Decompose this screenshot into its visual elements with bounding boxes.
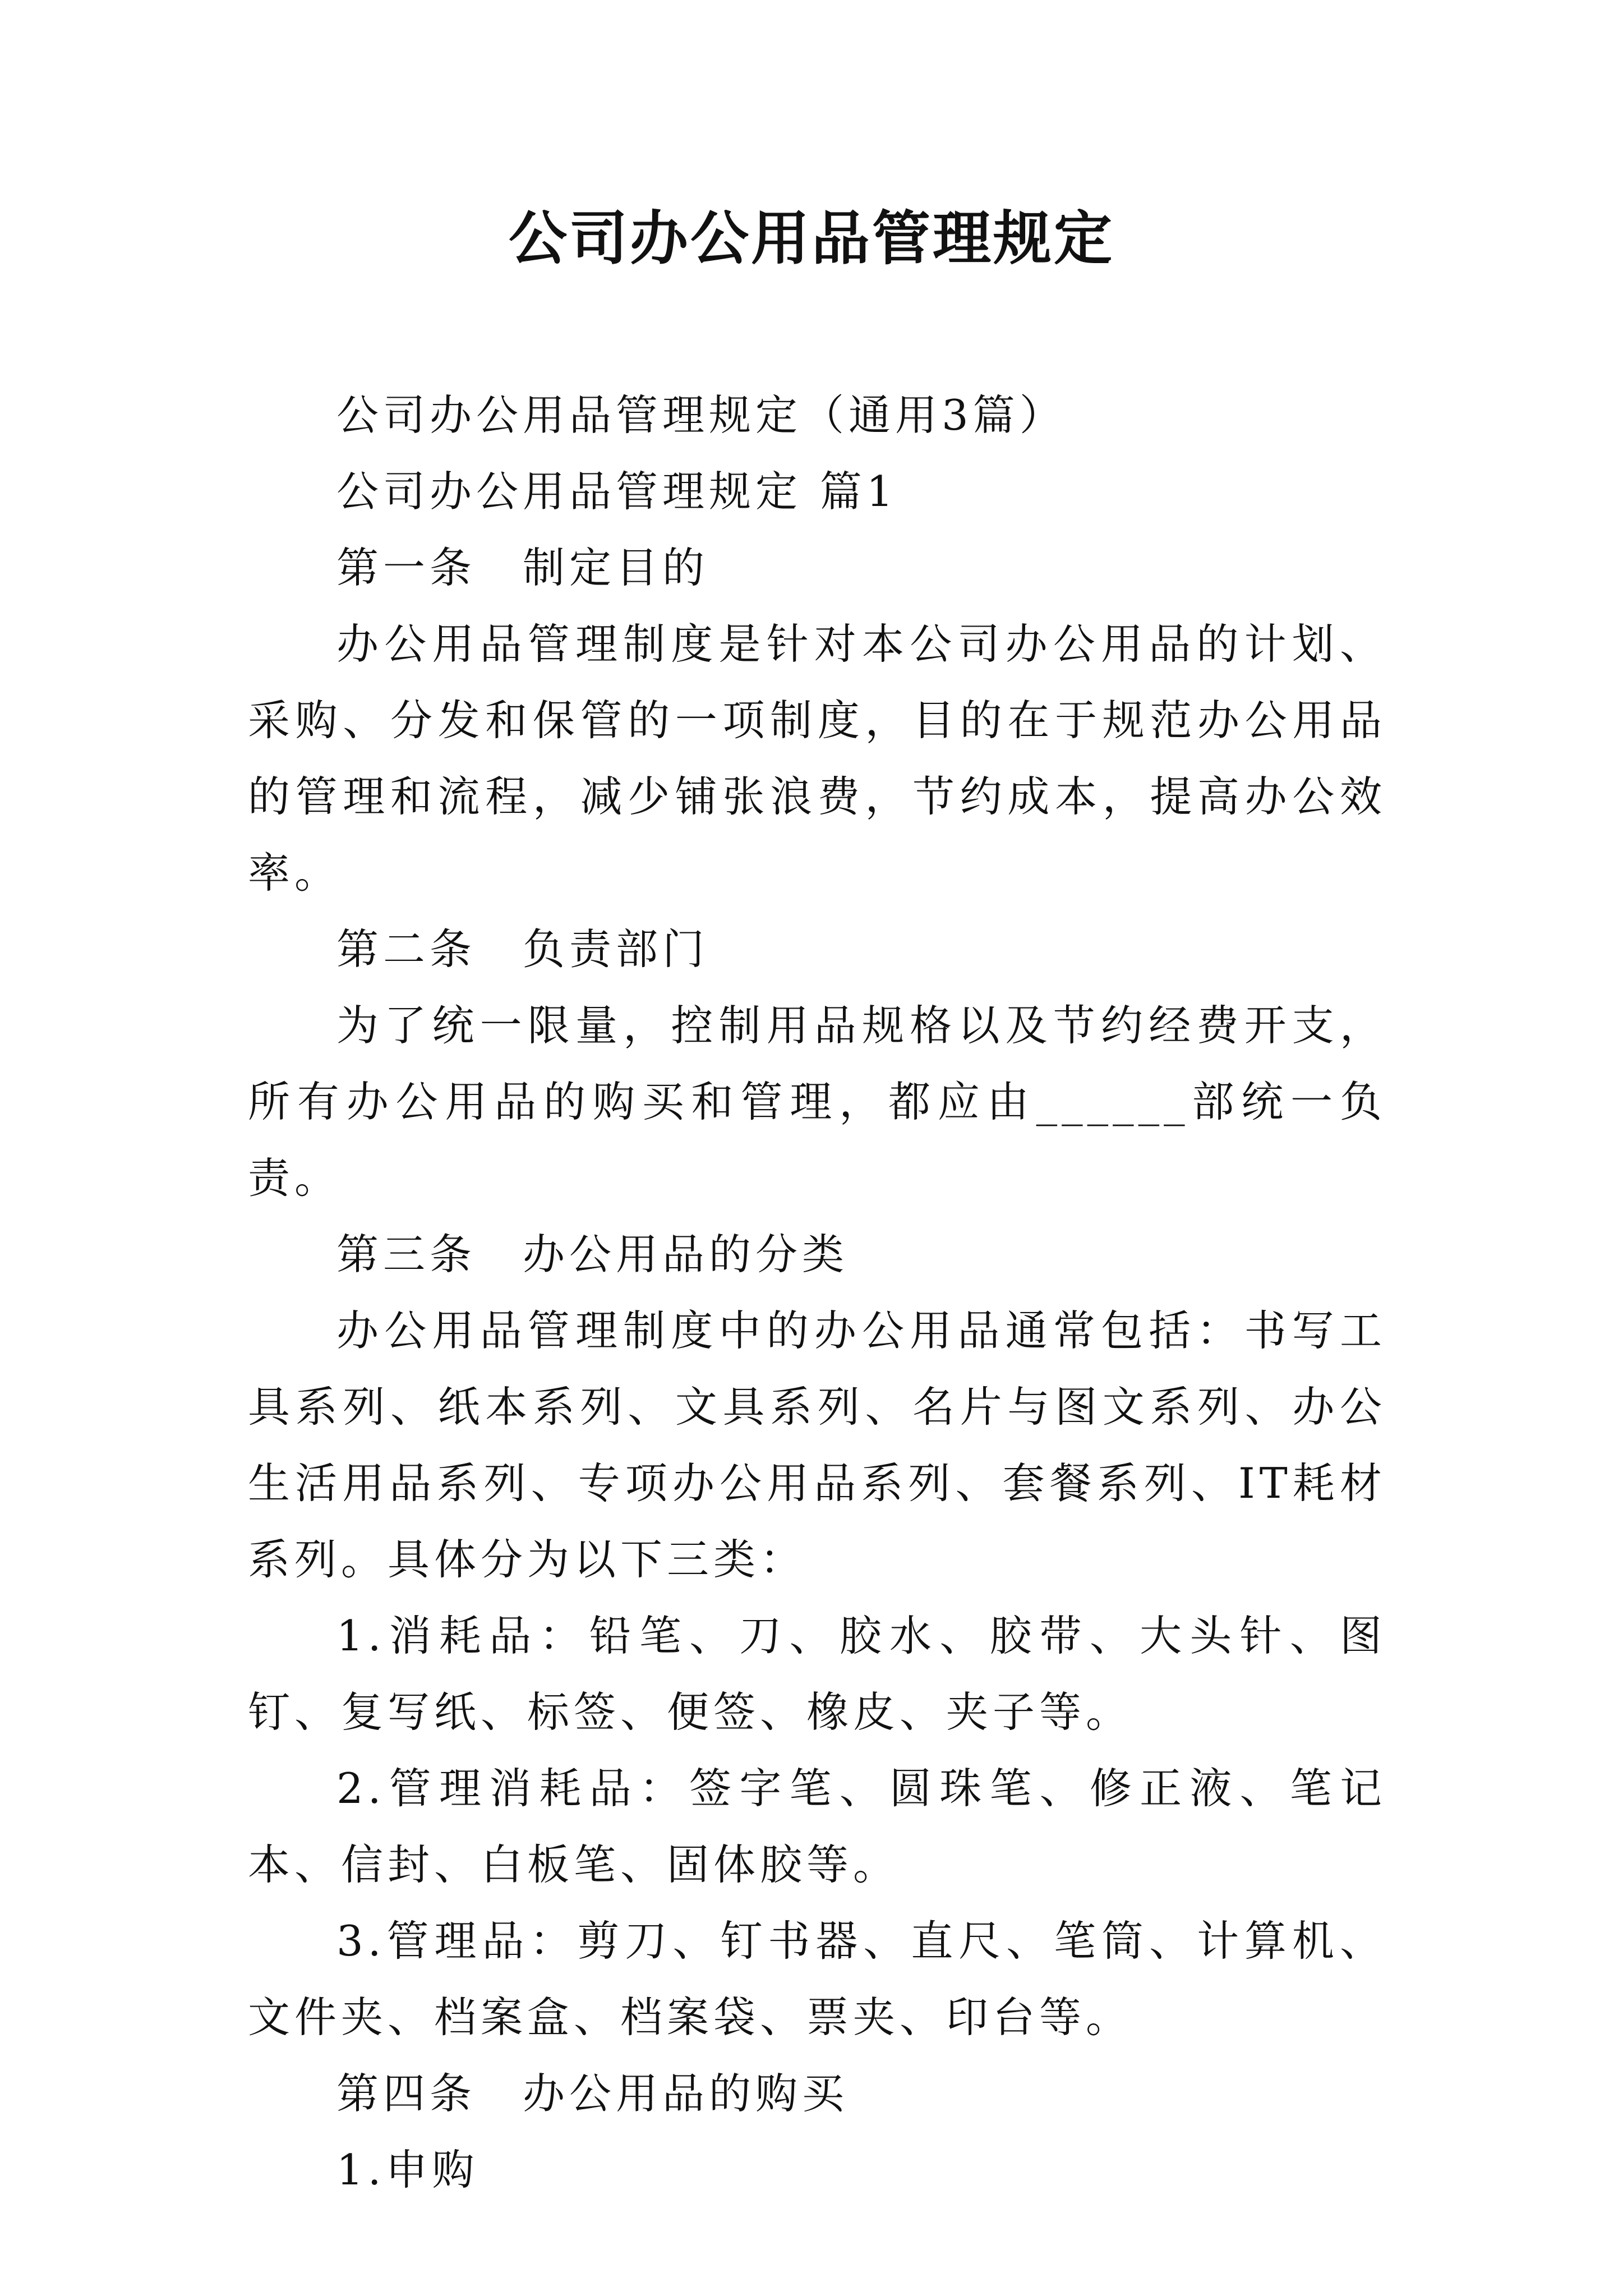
article-4-item-1: 1.申购 [336, 2145, 479, 2194]
article-3-text: 办公用品管理制度中的办公用品通常包括：书写工具系列、纸本系列、文具系列、名片与图文系列、办公生活用品系列、专项办公用品系列、套餐系列、IT耗材系列。具体分为以下三类： [248, 1306, 1386, 1584]
paragraph-subtitle: 公司办公用品管理规定（通用3篇） [336, 390, 1066, 440]
paragraph-part-heading: 公司办公用品管理规定 篇1 [336, 467, 898, 516]
article-4-heading: 第四条 办公用品的购买 [336, 2069, 849, 2118]
article-2-text: 为了统一限量，控制用品规格以及节约经费开支，所有办公用品的购买和管理，都应由______部统一负责。 [248, 1001, 1386, 1203]
list-item-managed-consumables: 2.管理消耗品：签字笔、圆珠笔、修正液、笔记本、信封、白板笔、固体胶等。 [248, 1764, 1386, 1889]
list-item-managed-items: 3.管理品：剪刀、钉书器、直尺、笔筒、计算机、文件夹、档案盒、档案袋、票夹、印台等。 [248, 1916, 1386, 2042]
article-3-heading: 第三条 办公用品的分类 [336, 1230, 849, 1279]
article-1-text: 办公用品管理制度是针对本公司办公用品的计划、采购、分发和保管的一项制度，目的在于规范办公用品的管理和流程，减少铺张浪费，节约成本，提高办公效率。 [248, 619, 1386, 898]
article-2-heading: 第二条 负责部门 [336, 924, 709, 974]
article-1-heading: 第一条 制定目的 [336, 543, 709, 592]
list-item-consumables: 1.消耗品：铅笔、刀、胶水、胶带、大头针、图钉、复写纸、标签、便签、橡皮、夹子等。 [248, 1611, 1386, 1737]
document-body [248, 377, 1386, 2208]
document-title: 公司办公用品管理规定 [508, 204, 1114, 273]
